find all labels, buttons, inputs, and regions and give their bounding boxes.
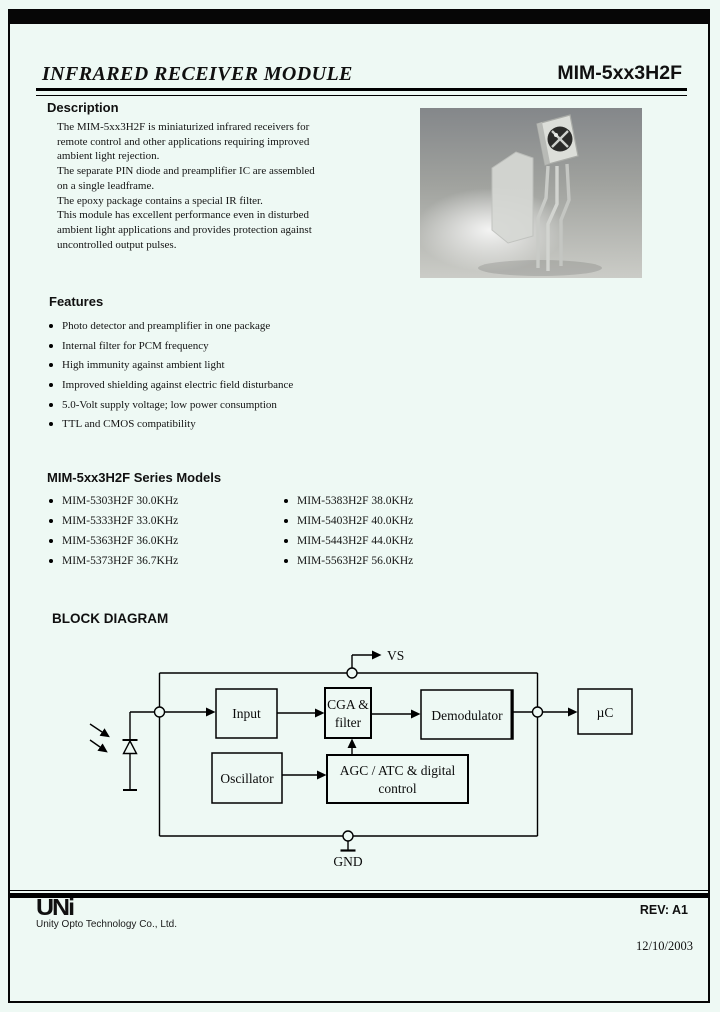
list-item	[284, 491, 413, 511]
model-text: MIM-5303H2F 30.0KHz	[62, 495, 179, 507]
bullet-icon	[284, 539, 288, 543]
agc-label-line1: AGC / ATC & digital	[339, 763, 456, 778]
output-node	[533, 707, 543, 717]
bullet-icon	[49, 363, 53, 367]
description-line: This module has excellent performance even in disturbed	[57, 209, 309, 222]
bullet-icon	[49, 499, 53, 503]
list-item	[49, 551, 178, 571]
description-line: The separate PIN diode and preamplifier IC are assembled	[57, 165, 315, 178]
bullet-icon	[49, 539, 53, 543]
bullet-icon	[284, 559, 288, 563]
page-frame-top-bar	[10, 9, 708, 24]
model-text: MIM-5373H2F 36.7KHz	[62, 555, 179, 567]
gnd-node	[343, 831, 353, 841]
input-label: Input	[232, 706, 261, 721]
description-line: uncontrolled output pulses.	[57, 238, 177, 251]
feature-text: Improved shielding against electric field disturbance	[62, 378, 294, 391]
features-heading: Features	[49, 294, 104, 309]
part-number: MIM-5xx3H2F	[557, 62, 682, 84]
description-line: ambient light applications and provides protection against	[57, 223, 312, 236]
gnd-label: GND	[333, 854, 363, 869]
feature-text: Photo detector and preamplifier in one package	[62, 319, 271, 332]
features-list	[49, 316, 293, 434]
model-text: MIM-5363H2F 36.0KHz	[62, 535, 179, 547]
list-item	[284, 511, 413, 531]
cga-label-line1: CGA &	[327, 697, 369, 712]
list-item	[49, 336, 293, 356]
agc-label-line2: control	[378, 781, 417, 796]
ir-light-arrow	[90, 740, 100, 747]
bullet-icon	[284, 519, 288, 523]
list-item	[284, 531, 413, 551]
models-heading: MIM-5xx3H2F Series Models	[47, 470, 222, 485]
uni-logo: UNi	[36, 895, 74, 921]
feature-text: 5.0-Volt supply voltage; low power consumption	[62, 398, 277, 411]
document-title: INFRARED RECEIVER MODULE	[42, 63, 353, 85]
list-item	[49, 316, 293, 336]
photodiode-wire-top	[130, 712, 155, 739]
list-item	[49, 355, 293, 375]
list-item	[49, 375, 293, 395]
uc-label: µC	[596, 705, 614, 720]
list-item	[49, 414, 293, 434]
description-heading: Description	[47, 100, 119, 115]
bullet-icon	[49, 403, 53, 407]
bullet-icon	[284, 499, 288, 503]
model-text: MIM-5403H2F 40.0KHz	[297, 515, 414, 527]
vs-label: VS	[387, 648, 405, 663]
description-line: The epoxy package contains a special IR filter.	[57, 194, 263, 207]
models-list-right	[284, 491, 413, 571]
feature-text: High immunity against ambient light	[62, 359, 225, 372]
product-photo-image	[420, 108, 642, 278]
model-text: MIM-5443H2F 44.0KHz	[297, 535, 414, 547]
description-line: ambient light rejection.	[57, 150, 160, 163]
list-item	[284, 551, 413, 571]
header-rule-thick	[36, 88, 687, 91]
cga-label-line2: filter	[334, 715, 362, 730]
feature-text: TTL and CMOS compatibility	[62, 418, 196, 431]
block-diagram-heading: BLOCK DIAGRAM	[52, 611, 169, 626]
input-node	[155, 707, 165, 717]
list-item	[49, 531, 178, 551]
list-item	[49, 491, 178, 511]
model-text: MIM-5563H2F 56.0KHz	[297, 555, 414, 567]
model-text: MIM-5333H2F 33.0KHz	[62, 515, 179, 527]
description-line: on a single leadframe.	[57, 179, 155, 192]
vs-node	[347, 668, 357, 678]
model-text: MIM-5383H2F 38.0KHz	[297, 495, 414, 507]
block-diagram	[0, 600, 720, 890]
models-list-left	[49, 491, 178, 571]
vs-arrow	[352, 655, 372, 668]
company-name: Unity Opto Technology Co., Ltd.	[36, 919, 178, 930]
oscillator-label: Oscillator	[220, 771, 274, 786]
bullet-icon	[49, 324, 53, 328]
header-rule-thin	[36, 95, 687, 96]
bullet-icon	[49, 383, 53, 387]
footer-rule-thin	[10, 890, 708, 891]
photodiode-triangle	[124, 741, 137, 754]
description-line: The MIM-5xx3H2F is miniaturized infrared receivers for	[57, 121, 310, 133]
list-item	[49, 511, 178, 531]
bullet-icon	[49, 422, 53, 426]
list-item	[49, 395, 293, 415]
demodulator-label: Demodulator	[431, 708, 503, 723]
feature-text: Internal filter for PCM frequency	[62, 339, 209, 352]
page-frame-bottom	[8, 1001, 710, 1003]
bullet-icon	[49, 519, 53, 523]
revision-label: REV: A1	[639, 903, 688, 917]
date-label: 12/10/2003	[636, 939, 693, 953]
footer-rule-thick	[10, 893, 708, 898]
description-paragraph	[57, 120, 377, 252]
cga-filter-block	[325, 688, 371, 738]
ir-light-arrow	[90, 724, 102, 732]
product-photo	[420, 108, 642, 278]
bullet-icon	[49, 559, 53, 563]
bullet-icon	[49, 344, 53, 348]
description-line: remote control and other applications requiring improved	[57, 135, 310, 148]
